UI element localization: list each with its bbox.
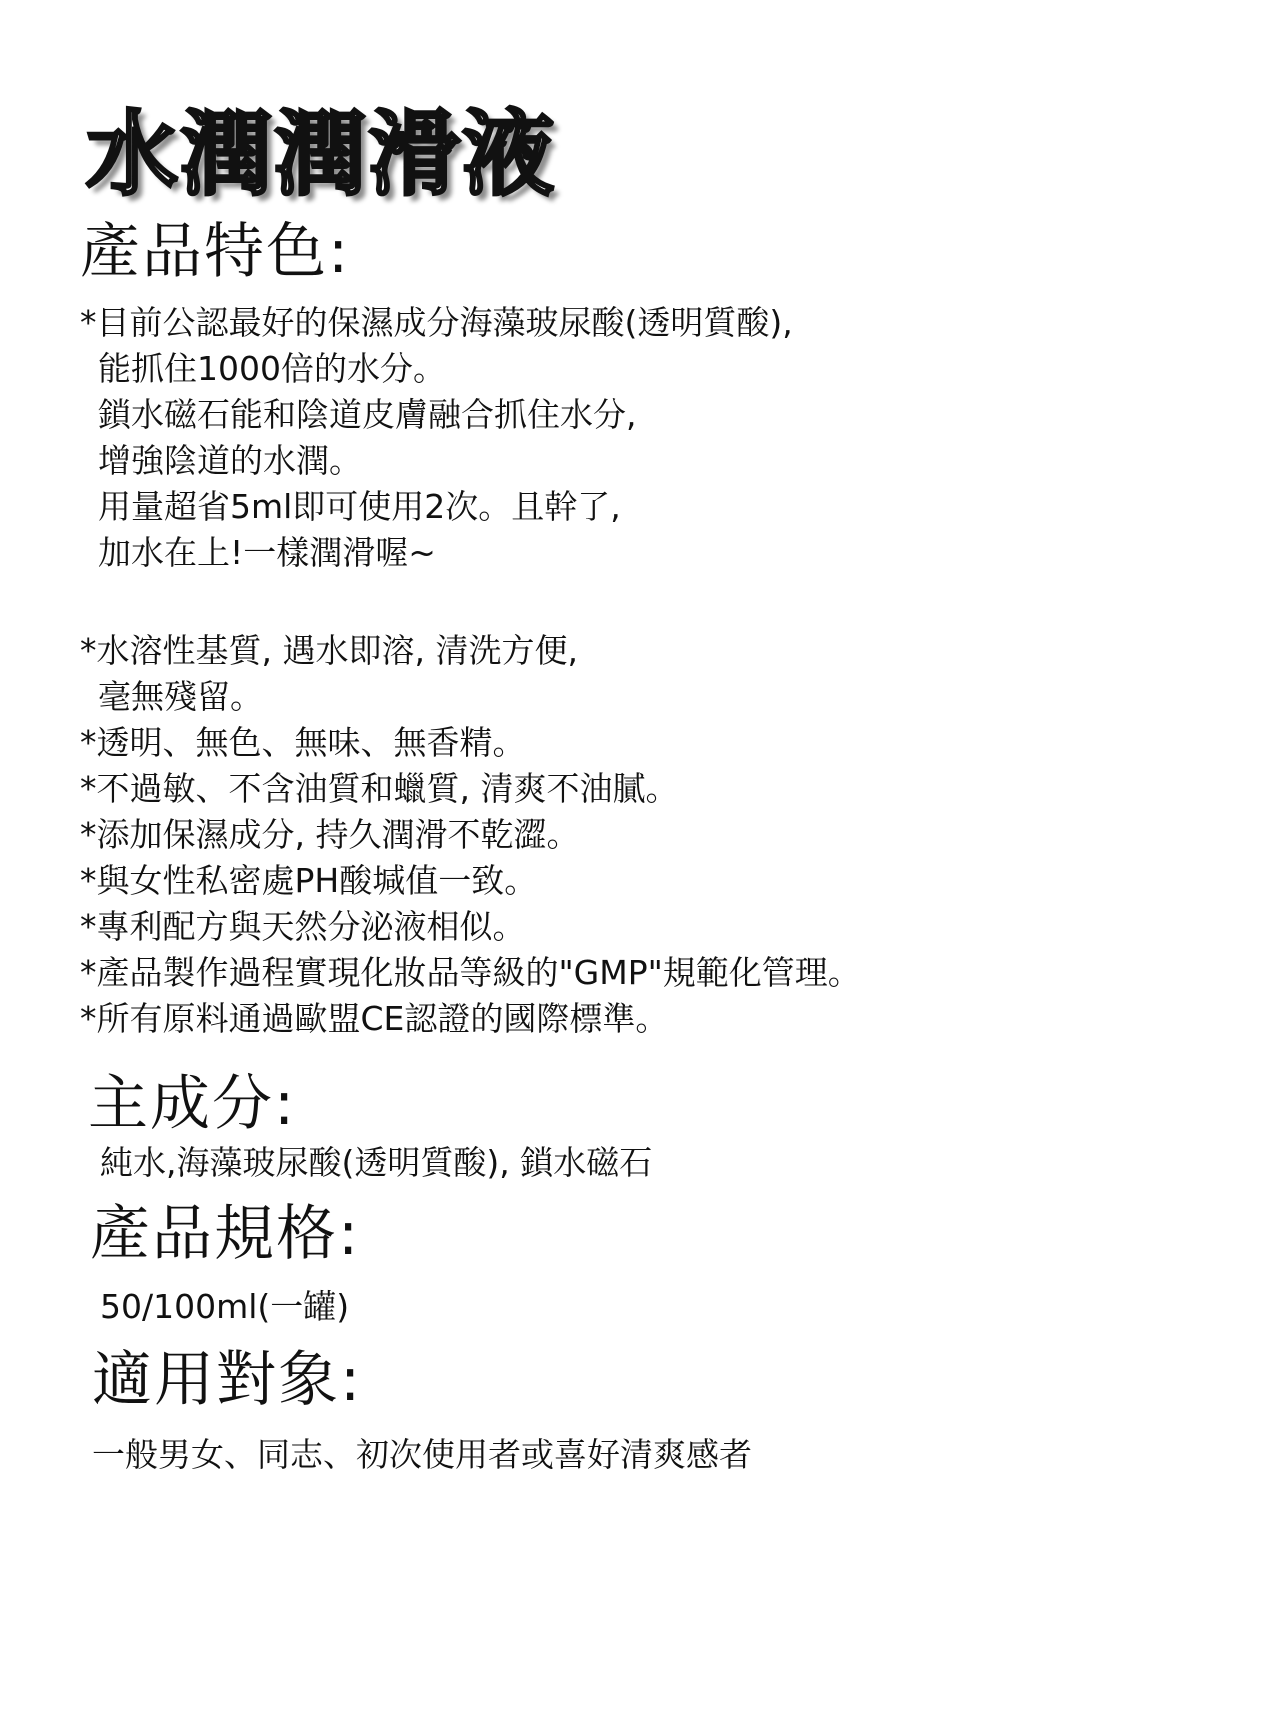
feature-line: 增強陰道的水潤。 — [98, 441, 362, 480]
target-heading: 適用對象: — [92, 1345, 363, 1415]
feature-line: *不過敏、不含油質和蠟質, 清爽不油膩。 — [80, 769, 679, 808]
specs-heading: 產品規格: — [90, 1199, 361, 1269]
features-block-1 — [80, 300, 793, 576]
feature-line: 鎖水磁石能和陰道皮膚融合抓住水分, — [98, 395, 637, 434]
feature-line: *與女性私密處PH酸堿值一致。 — [80, 861, 538, 900]
feature-line: *專利配方與天然分泌液相似。 — [80, 907, 526, 946]
features-heading: 產品特色: — [80, 217, 351, 287]
feature-line: *添加保濕成分, 持久潤滑不乾澀。 — [80, 815, 580, 854]
specs-text: 50/100ml(一罐) — [100, 1287, 350, 1326]
target-text: 一般男女、同志、初次使用者或喜好清爽感者 — [92, 1435, 752, 1474]
feature-line: 加水在上!一樣潤滑喔~ — [98, 533, 436, 572]
ingredients-text: 純水,海藻玻尿酸(透明質酸), 鎖水磁石 — [100, 1143, 653, 1182]
feature-line: *透明、無色、無味、無香精。 — [80, 723, 526, 762]
feature-line: 能抓住1000倍的水分。 — [98, 349, 446, 388]
feature-line: 毫無殘留。 — [98, 677, 263, 716]
ingredients-heading: 主成分: — [88, 1069, 297, 1139]
feature-line: *目前公認最好的保濕成分海藻玻尿酸(透明質酸), — [80, 303, 793, 342]
page-title: 水潤潤滑液 — [86, 101, 557, 208]
feature-line: *產品製作過程實現化妝品等級的"GMP"規範化管理。 — [80, 953, 861, 992]
feature-line: *水溶性基質, 遇水即溶, 清洗方便, — [80, 631, 578, 670]
features-block-2 — [80, 628, 861, 1042]
feature-line: *所有原料通過歐盟CE認證的國際標準。 — [80, 999, 669, 1038]
feature-line: 用量超省5ml即可使用2次。且幹了, — [98, 487, 621, 526]
